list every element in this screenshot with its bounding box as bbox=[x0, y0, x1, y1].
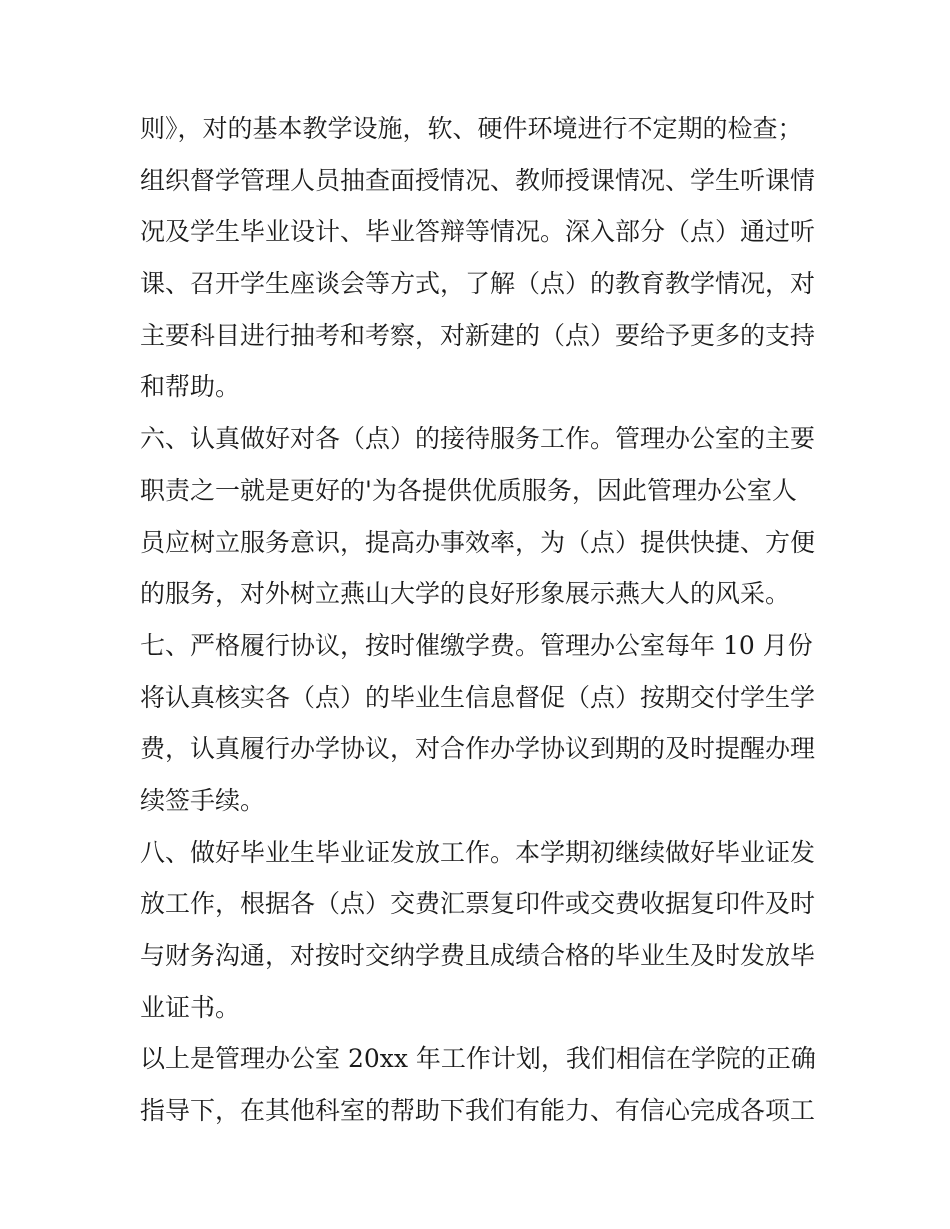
text-line: 况及学生毕业设计、毕业答辩等情况。深入部分（点）通过听 bbox=[140, 217, 816, 247]
body-text bbox=[140, 103, 820, 1137]
section-heading-line: 八、做好毕业生毕业证发放工作。本学期初继续做好毕业证发 bbox=[140, 837, 816, 867]
conclusion-line: 以上是管理办公室 20xx 年工作计划，我们相信在学院的正确 bbox=[140, 1044, 816, 1074]
text-line: 组织督学管理人员抽查面授情况、教师授课情况、学生听课情 bbox=[140, 165, 816, 195]
text-line: 续签手续。 bbox=[140, 785, 266, 815]
text-line: 则》，对的基本教学设施，软、硬件环境进行不定期的检查； bbox=[140, 114, 803, 143]
section-heading-line: 七、严格履行协议，按时催缴学费。管理办公室每年 10 月份 bbox=[140, 630, 813, 660]
text-line: 的服务，对外树立燕山大学的良好形象展示燕大人的风采。 bbox=[140, 579, 791, 609]
text-line: 主要科目进行抽考和考察，对新建的（点）要给予更多的支持 bbox=[140, 320, 816, 350]
text-line: 课、召开学生座谈会等方式，了解（点）的教育教学情况，对 bbox=[140, 269, 816, 299]
text-line: 员应树立服务意识，提高办事效率，为（点）提供快捷、方便 bbox=[140, 527, 816, 557]
text-line: 将认真核实各（点）的毕业生信息督促（点）按期交付学生学 bbox=[140, 682, 816, 712]
text-line: 与财务沟通，对按时交纳学费且成绩合格的毕业生及时发放毕 bbox=[140, 941, 816, 970]
text-line: 业证书。 bbox=[140, 992, 241, 1022]
text-line: 费，认真履行办学协议，对合作办学协议到期的及时提醒办理 bbox=[140, 734, 816, 764]
text-line: 职责之一就是更好的'为各提供优质服务，因此管理办公室人 bbox=[140, 475, 797, 505]
section-heading-line: 六、认真做好对各（点）的接待服务工作。管理办公室的主要 bbox=[140, 424, 816, 454]
text-line: 和帮助。 bbox=[140, 372, 241, 402]
text-line: 放工作，根据各（点）交费汇票复印件或交费收据复印件及时 bbox=[140, 889, 816, 919]
text-line: 指导下，在其他科室的帮助下我们有能力、有信心完成各项工 bbox=[140, 1096, 816, 1126]
